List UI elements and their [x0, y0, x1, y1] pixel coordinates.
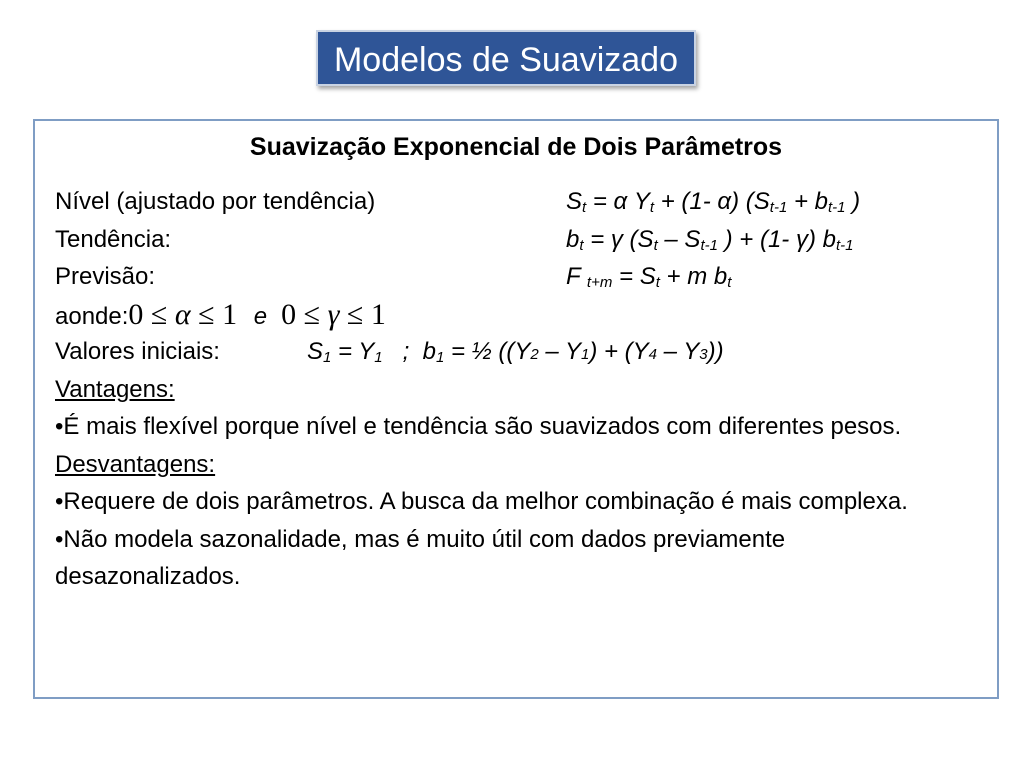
aonde-e: e: [253, 302, 268, 330]
tendencia-row: [55, 221, 977, 259]
valores-formula: $S_1 = Y_1$ ; $b_1$ = ½ ((Y2 – Y1) + (Y4 – Y3)): [307, 338, 724, 366]
valores-row: [55, 333, 977, 371]
vantagens-heading: Vantagens:: [55, 375, 175, 403]
previsao-formula: F $_{t+m} = S_t + m$ $b_t$: [566, 263, 732, 291]
aonde-label: aonde:: [55, 302, 129, 330]
desvantagens-item-2: •Não modela sazonalidade, mas é muito útil com dados previamente desazonalizados.: [55, 525, 786, 590]
section-heading: Suavização Exponencial de Dois Parâmetros: [249, 133, 783, 161]
desvantagens-heading: Desvantagens:: [55, 450, 216, 478]
vantagens-item-1: •É mais flexível porque nível e tendência são suavizados com diferentes pesos.: [55, 413, 902, 440]
nivel-formula: $S_t = \alpha$ $Y_t + (1-$ α) ($S_{t-1} + b_{t-1}$ ): [566, 188, 861, 216]
aonde-row: [55, 296, 977, 334]
valores-label: Valores iniciais:: [55, 338, 220, 365]
slide-title: Modelos de Suavizado: [316, 30, 696, 86]
alpha-constraint: 0 ≤ α ≤ 1: [128, 297, 238, 331]
tendencia-formula: $b_t = \gamma$ ($S_t - S_{t-1}$ ) + (1- γ) $b_{t-1}$: [566, 225, 854, 254]
previsao-label: Previsão:: [55, 263, 156, 290]
tendencia-label: Tendência:: [55, 225, 172, 253]
nivel-label: Nível (ajustado por tendência): [55, 188, 376, 215]
desvantagens-heading-row: [55, 446, 977, 484]
desvantagens-item-1: •Requere de dois parâmetros. A busca da melhor combinação é mais complexa.: [55, 488, 908, 515]
nivel-row: [55, 183, 977, 221]
gamma-constraint: 0 ≤ γ ≤ 1: [281, 297, 386, 331]
vantagens-heading-row: [55, 371, 977, 409]
previsao-row: [55, 258, 977, 296]
content-box: [33, 119, 999, 699]
